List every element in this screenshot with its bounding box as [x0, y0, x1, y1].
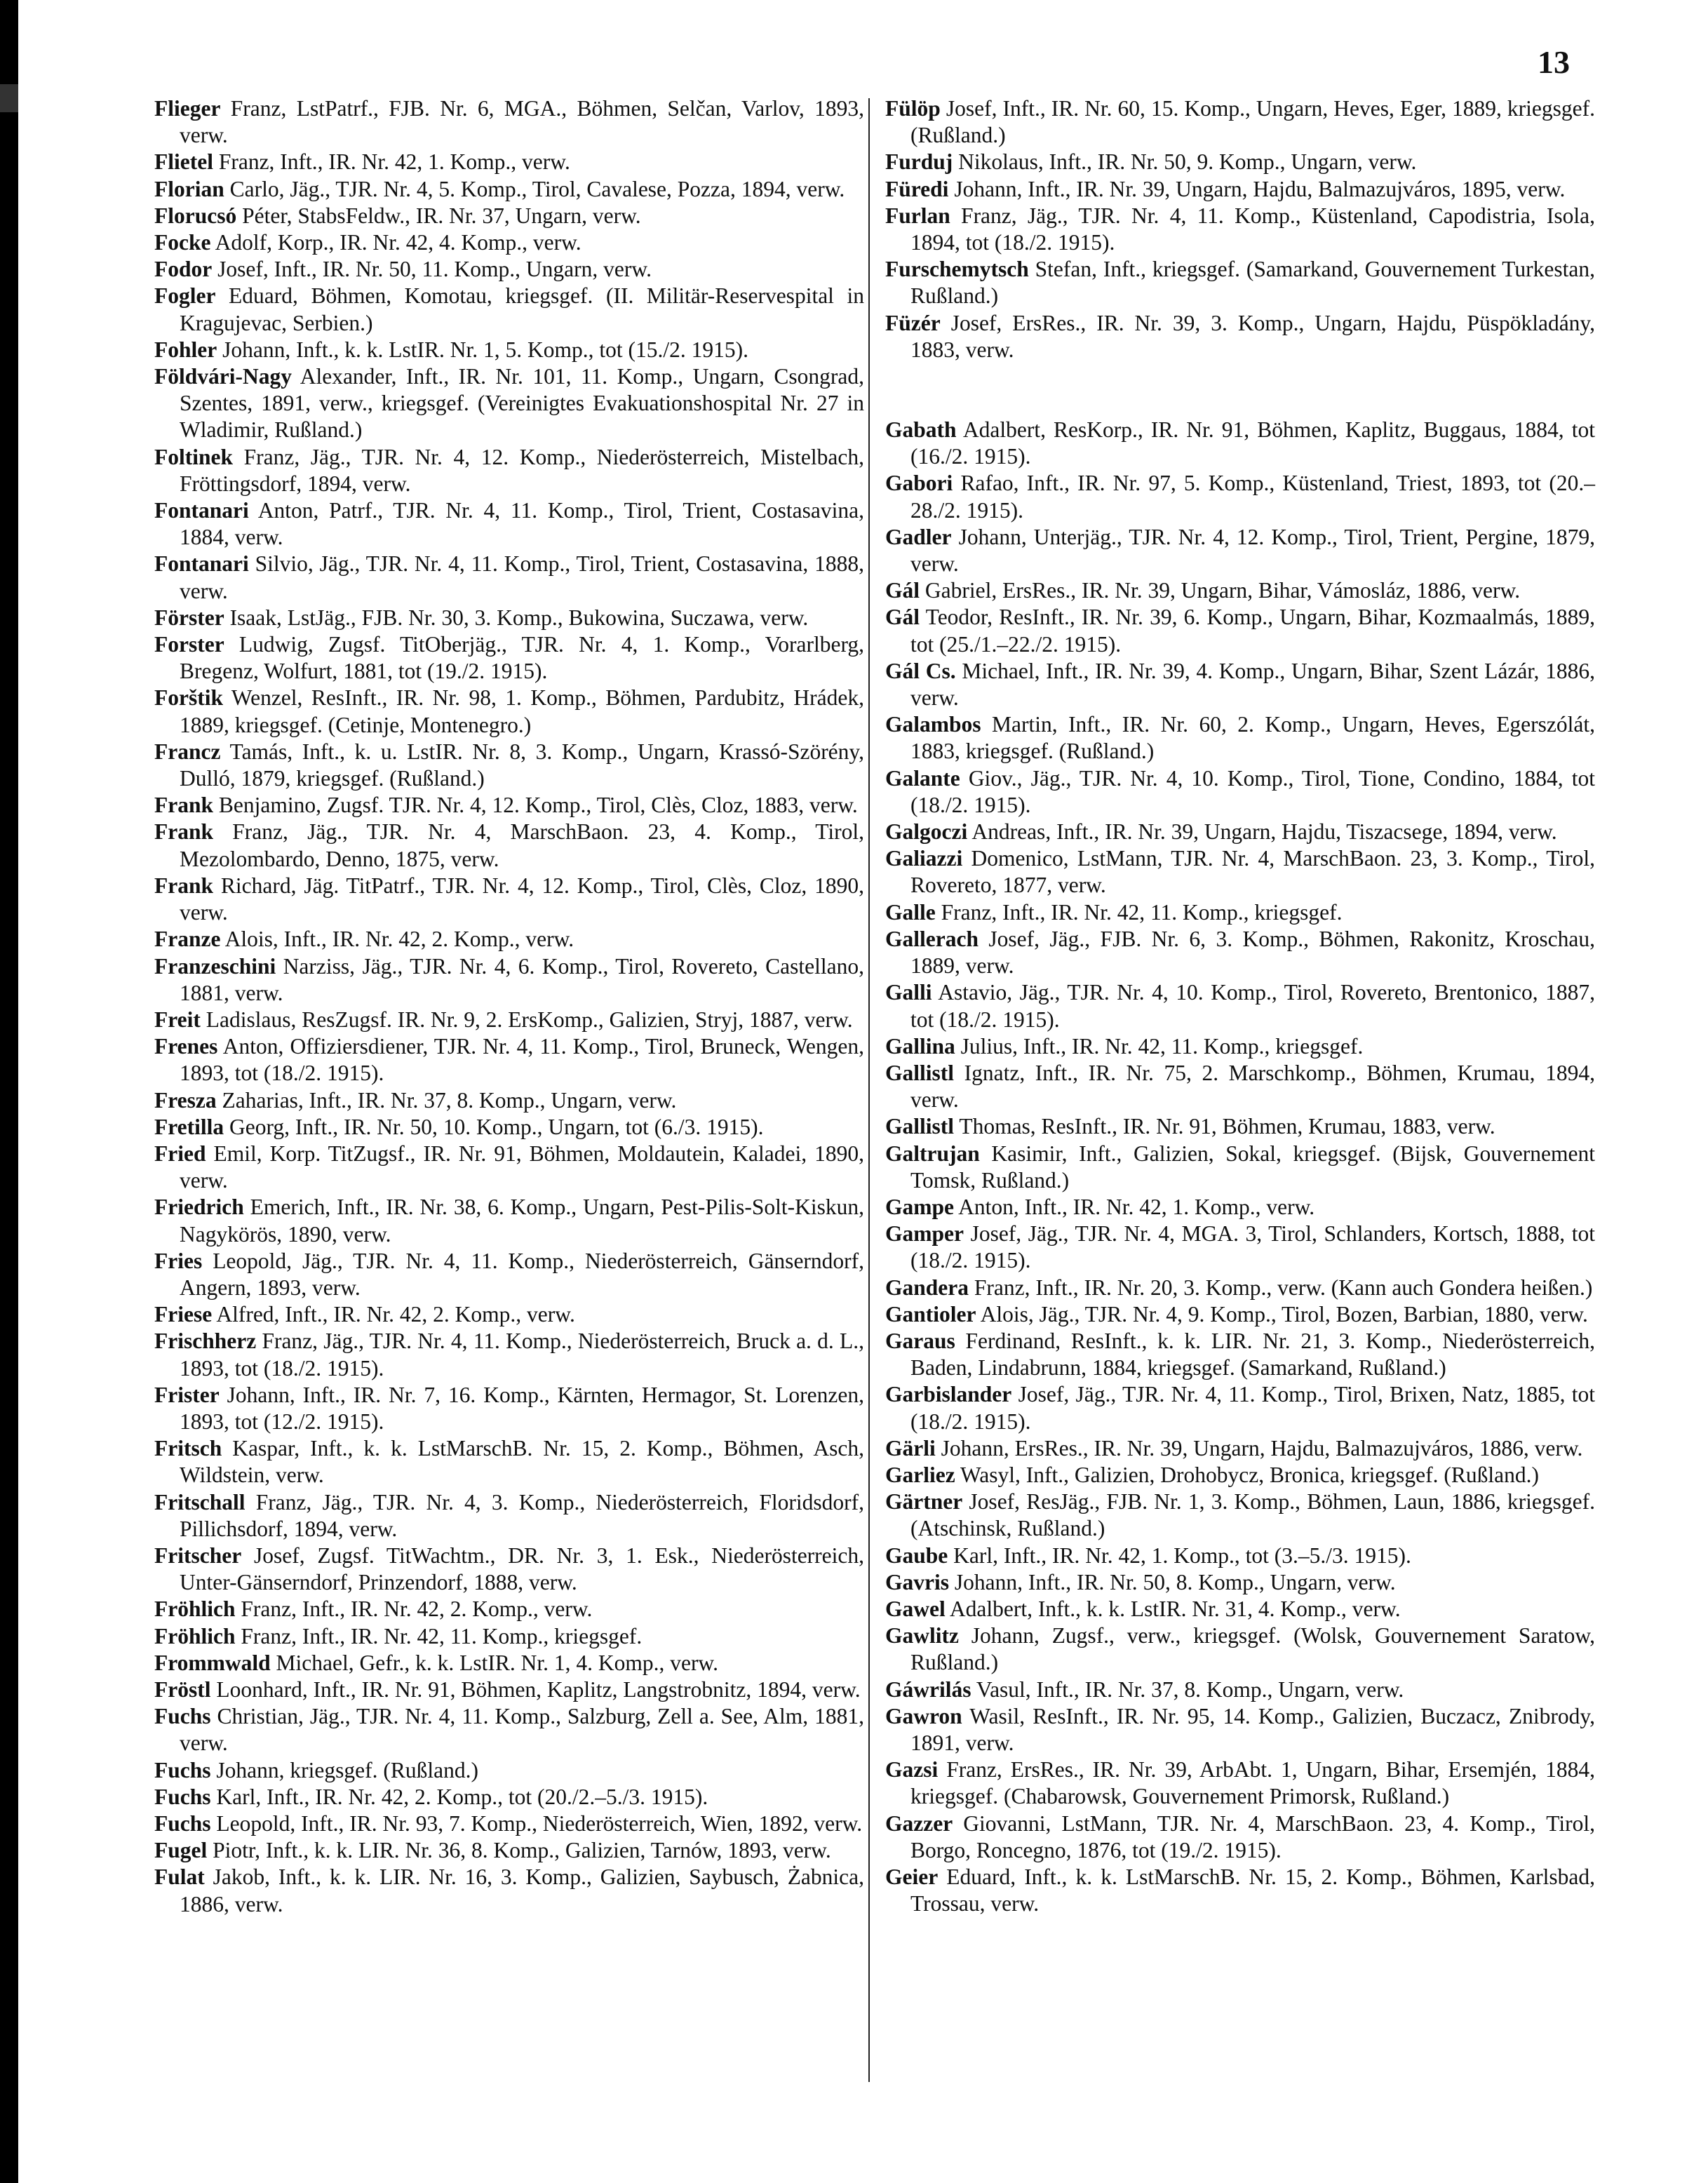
- entry-surname: Fuchs: [154, 1704, 211, 1729]
- entry-surname: Florian: [154, 176, 224, 201]
- entry-surname: Furduj: [885, 149, 953, 175]
- entry-details: Thomas, ResInft., IR. Nr. 91, Böhmen, Krumau, 1883, verw.: [959, 1114, 1495, 1139]
- entry-surname: Franze: [154, 927, 221, 952]
- casualty-entry: [154, 363, 864, 444]
- entry-surname: Gärli: [885, 1435, 936, 1460]
- page-number: 13: [1538, 44, 1570, 80]
- casualty-entry: [154, 819, 864, 872]
- entry-surname: Frank: [154, 793, 214, 818]
- entry-surname: Gallistl: [885, 1060, 955, 1085]
- entry-details: Franz, Jäg., TJR. Nr. 4, 11. Komp., Küstenland, Capodistria, Isola, 1894, tot (18./2. 1915).: [910, 203, 1595, 255]
- entry-details: Jakob, Inft., k. k. LIR. Nr. 16, 3. Komp., Galizien, Saybusch, Żabnica, 1886, verw.: [180, 1865, 865, 1916]
- entry-surname: Gamper: [885, 1221, 964, 1247]
- entry-surname: Fulat: [154, 1865, 205, 1890]
- casualty-entry: [154, 1141, 864, 1194]
- entry-surname: Fritsch: [154, 1436, 222, 1461]
- scan-edge-notch: [0, 84, 18, 112]
- casualty-entry: [154, 551, 864, 604]
- entry-details: Leopold, Inft., IR. Nr. 93, 7. Komp., Niederösterreich, Wien, 1892, verw.: [216, 1811, 863, 1836]
- casualty-entry: [885, 1569, 1595, 1596]
- casualty-entry: [885, 1435, 1595, 1462]
- casualty-entry: [885, 577, 1595, 604]
- entry-surname: Gawel: [885, 1596, 946, 1621]
- casualty-entry: [154, 1033, 864, 1087]
- casualty-entry: [885, 1141, 1595, 1194]
- entry-surname: Fogler: [154, 283, 216, 309]
- entry-surname: Frank: [154, 819, 214, 845]
- casualty-entry: [885, 658, 1595, 711]
- entry-surname: Florucsó: [154, 203, 237, 228]
- casualty-entry: [885, 149, 1595, 175]
- entry-surname: Galambos: [885, 712, 981, 737]
- entry-details: Astavio, Jäg., TJR. Nr. 4, 10. Komp., Tirol, Rovereto, Brentonico, 1887, tot (18./2. 1915).: [910, 980, 1595, 1032]
- casualty-entry: [885, 1381, 1595, 1435]
- entry-details: Alois, Jäg., TJR. Nr. 4, 9. Komp., Tirol, Bozen, Barbian, 1880, verw.: [980, 1301, 1588, 1326]
- entry-details: Michael, Inft., IR. Nr. 39, 4. Komp., Ungarn, Bihar, Szent Lázár, 1886, verw.: [910, 658, 1596, 711]
- left-column: [154, 95, 864, 1918]
- entry-surname: Földvári-Nagy: [154, 364, 292, 389]
- entry-surname: Fugel: [154, 1838, 208, 1863]
- entry-details: Alois, Inft., IR. Nr. 42, 2. Komp., verw.: [224, 927, 574, 952]
- entry-surname: Fritscher: [154, 1543, 242, 1568]
- casualty-entry: [885, 926, 1595, 979]
- entry-surname: Gabori: [885, 471, 953, 496]
- entry-surname: Gáwrilás: [885, 1677, 971, 1702]
- casualty-entry: [885, 604, 1595, 657]
- entry-details: Franz, Inft., IR. Nr. 42, 1. Komp., verw.: [218, 149, 570, 175]
- entry-surname: Gavris: [885, 1569, 949, 1594]
- casualty-entry: [885, 1462, 1595, 1489]
- entry-surname: Gärtner: [885, 1489, 963, 1514]
- entry-details: Michael, Gefr., k. k. LstIR. Nr. 1, 4. Komp., verw.: [276, 1650, 719, 1675]
- entry-details: Franz, Inft., IR. Nr. 20, 3. Komp., verw. (Kann auch Gondera heißen.): [974, 1275, 1593, 1300]
- entry-surname: Gadler: [885, 524, 952, 549]
- entry-details: Franz, ErsRes., IR. Nr. 39, ArbAbt. 1, Ungarn, Bihar, Ersemjén, 1884, kriegsgef. (Chabarowsk, Gouvernement Primorsk, Rußland.): [910, 1757, 1596, 1809]
- casualty-entry: [154, 792, 864, 819]
- entry-details: Nikolaus, Inft., IR. Nr. 50, 9. Komp., Ungarn, verw.: [958, 149, 1417, 175]
- entry-details: Franz, LstPatrf., FJB. Nr. 6, MGA., Böhmen, Selčan, Varlov, 1893, verw.: [180, 96, 864, 148]
- casualty-entry: [885, 1489, 1595, 1542]
- entry-surname: Garaus: [885, 1328, 955, 1353]
- casualty-entry: [154, 1489, 864, 1543]
- entry-surname: Garbislander: [885, 1382, 1012, 1407]
- entry-details: Franz, Jäg., TJR. Nr. 4, 11. Komp., Niederösterreich, Bruck a. d. L., 1893, tot (18./2. 1915).: [180, 1329, 865, 1381]
- entry-surname: Gallerach: [885, 926, 979, 951]
- entry-surname: Fuchs: [154, 1811, 211, 1836]
- casualty-entry: [154, 1864, 864, 1917]
- casualty-entry: [154, 176, 864, 203]
- entry-details: Richard, Jäg. TitPatrf., TJR. Nr. 4, 12. Komp., Tirol, Clès, Cloz, 1890, verw.: [180, 873, 864, 925]
- casualty-entry: [154, 1007, 864, 1033]
- entry-details: Julius, Inft., IR. Nr. 42, 11. Komp., kriegsgef.: [960, 1033, 1364, 1059]
- entry-details: Johann, Inft., IR. Nr. 50, 8. Komp., Ungarn, verw.: [954, 1569, 1396, 1594]
- entry-surname: Gampe: [885, 1194, 954, 1219]
- section-gap: [885, 363, 1595, 417]
- entry-details: Carlo, Jäg., TJR. Nr. 4, 5. Komp., Tirol, Cavalese, Pozza, 1894, verw.: [229, 176, 845, 201]
- entry-details: Josef, Jäg., TJR. Nr. 4, MGA. 3, Tirol, Schlanders, Kortsch, 1888, tot (18./2. 1915).: [910, 1221, 1595, 1273]
- entry-details: Anton, Inft., IR. Nr. 42, 1. Komp., verw.: [958, 1194, 1315, 1219]
- casualty-entry: [154, 953, 864, 1007]
- right-column: [885, 95, 1595, 1917]
- entry-details: Josef, Inft., IR. Nr. 60, 15. Komp., Ungarn, Heves, Eger, 1889, kriegsgef. (Rußland.): [910, 96, 1596, 148]
- casualty-entry: [885, 1194, 1595, 1221]
- entry-details: Ludwig, Zugsf. TitOberjäg., TJR. Nr. 4, 1. Komp., Vorarlberg, Bregenz, Wolfurt, 1881, tot (19./2. 1915).: [180, 632, 865, 684]
- entry-details: Franz, Inft., IR. Nr. 42, 2. Komp., verw.: [241, 1597, 593, 1622]
- entry-details: Johann, Inft., IR. Nr. 7, 16. Komp., Kärnten, Hermagor, St. Lorenzen, 1893, tot (12./2. 1915).: [180, 1382, 864, 1434]
- casualty-entry: [154, 1677, 864, 1703]
- entry-details: Andreas, Inft., IR. Nr. 39, Ungarn, Hajdu, Tiszacsege, 1894, verw.: [971, 819, 1557, 845]
- entry-details: Josef, Jäg., FJB. Nr. 6, 3. Komp., Böhmen, Rakonitz, Kroschau, 1889, verw.: [910, 926, 1596, 979]
- entry-details: Adalbert, Inft., k. k. LstIR. Nr. 31, 4. Komp., verw.: [949, 1596, 1401, 1621]
- entry-details: Ferdinand, ResInft., k. k. LIR. Nr. 21, 3. Komp., Niederösterreich, Baden, Lindabrunn, 1884, kriegsgef. (Samarkand, Rußland.): [910, 1328, 1595, 1381]
- casualty-entry: [154, 1811, 864, 1837]
- entry-surname: Friese: [154, 1302, 213, 1327]
- entry-details: Kasimir, Inft., Galizien, Sokal, kriegsgef. (Bijsk, Gouvernement Tomsk, Rußland.): [910, 1141, 1595, 1193]
- entry-details: Emil, Korp. TitZugsf., IR. Nr. 91, Böhmen, Moldautein, Kaladei, 1890, verw.: [180, 1141, 864, 1193]
- entry-surname: Gál: [885, 578, 920, 603]
- casualty-entry: [154, 444, 864, 497]
- entry-details: Josef, Inft., IR. Nr. 50, 11. Komp., Ungarn, verw.: [217, 257, 652, 282]
- entry-details: Benjamino, Zugsf. TJR. Nr. 4, 12. Komp., Tirol, Clès, Cloz, 1883, verw.: [218, 793, 858, 818]
- casualty-entry: [885, 1623, 1595, 1676]
- entry-surname: Fried: [154, 1141, 206, 1166]
- casualty-entry: [154, 95, 864, 149]
- entry-surname: Gál Cs.: [885, 658, 956, 683]
- entry-surname: Foltinek: [154, 444, 234, 469]
- entry-details: Péter, StabsFeldw., IR. Nr. 37, Ungarn, verw.: [242, 203, 641, 228]
- entry-surname: Fritschall: [154, 1489, 246, 1514]
- entry-details: Martin, Inft., IR. Nr. 60, 2. Komp., Ungarn, Heves, Egerszólát, 1883, kriegsgef. (Rußland.): [910, 712, 1596, 764]
- entry-surname: Garliez: [885, 1462, 955, 1487]
- casualty-entry: [885, 176, 1595, 203]
- entry-details: Johann, kriegsgef. (Rußland.): [216, 1757, 478, 1782]
- entry-surname: Freit: [154, 1007, 201, 1032]
- casualty-entry: [154, 229, 864, 256]
- entry-surname: Gazsi: [885, 1757, 939, 1782]
- entry-surname: Gawlitz: [885, 1623, 959, 1648]
- casualty-entry: [885, 819, 1595, 845]
- entry-surname: Galle: [885, 899, 936, 925]
- casualty-entry: [154, 1194, 864, 1247]
- entry-surname: Galtrujan: [885, 1141, 980, 1166]
- entry-surname: Furschemytsch: [885, 257, 1029, 282]
- casualty-entry: [885, 1596, 1595, 1623]
- casualty-entry: [154, 1382, 864, 1435]
- casualty-entry: [885, 1677, 1595, 1703]
- entry-details: Johann, Inft., IR. Nr. 39, Ungarn, Hajdu, Balmazujváros, 1895, verw.: [954, 176, 1566, 201]
- entry-surname: Fresza: [154, 1087, 217, 1113]
- entry-details: Kaspar, Inft., k. k. LstMarschB. Nr. 15, 2. Komp., Böhmen, Asch, Wildstein, verw.: [180, 1436, 864, 1488]
- entry-surname: Franzeschini: [154, 953, 276, 979]
- entry-details: Giov., Jäg., TJR. Nr. 4, 10. Komp., Tirol, Tione, Condino, 1884, tot (18./2. 1915).: [910, 765, 1595, 817]
- entry-details: Stefan, Inft., kriegsgef. (Samarkand, Gouvernement Turkestan, Rußland.): [910, 257, 1596, 309]
- entry-details: Ladislaus, ResZugsf. IR. Nr. 9, 2. ErsKomp., Galizien, Stryj, 1887, verw.: [206, 1007, 853, 1032]
- entry-surname: Fohler: [154, 337, 217, 362]
- entry-surname: Gál: [885, 605, 920, 630]
- casualty-entry: [885, 417, 1595, 470]
- entry-surname: Gallistl: [885, 1114, 955, 1139]
- casualty-entry: [154, 1114, 864, 1141]
- entry-details: Leopold, Jäg., TJR. Nr. 4, 11. Komp., Niederösterreich, Gänserndorf, Angern, 1893, verw.: [180, 1248, 865, 1300]
- entry-details: Emerich, Inft., IR. Nr. 38, 6. Komp., Ungarn, Pest-Pilis-Solt-Kiskun, Nagykörös, 1890, verw.: [180, 1195, 864, 1247]
- entry-surname: Fontanari: [154, 551, 249, 577]
- casualty-entry: [885, 95, 1595, 149]
- entry-surname: Gabath: [885, 417, 957, 443]
- entry-details: Giovanni, LstMann, TJR. Nr. 4, MarschBaon. 23, 4. Komp., Tirol, Borgo, Roncegno, 1876, tot (19./2. 1915).: [910, 1811, 1595, 1862]
- casualty-entry: [885, 979, 1595, 1033]
- entry-surname: Forster: [154, 632, 224, 657]
- entry-surname: Förster: [154, 605, 224, 630]
- casualty-entry: [885, 256, 1595, 309]
- casualty-entry: [885, 1301, 1595, 1328]
- entry-surname: Galiazzi: [885, 846, 963, 871]
- casualty-entry: [885, 310, 1595, 363]
- entry-surname: Fuchs: [154, 1757, 211, 1782]
- entry-surname: Flieger: [154, 96, 221, 121]
- entry-details: Adolf, Korp., IR. Nr. 42, 4. Komp., verw.: [215, 230, 581, 255]
- entry-surname: Fretilla: [154, 1114, 224, 1139]
- entry-surname: Frommwald: [154, 1650, 271, 1675]
- entry-details: Franz, Inft., IR. Nr. 42, 11. Komp., kriegsgef.: [241, 1623, 643, 1648]
- entry-details: Wasil, ResInft., IR. Nr. 95, 14. Komp., Galizien, Buczacz, Znibrody, 1891, verw.: [910, 1703, 1596, 1755]
- entry-surname: Fröhlich: [154, 1623, 236, 1648]
- entry-details: Wenzel, ResInft., IR. Nr. 98, 1. Komp., Böhmen, Pardubitz, Hrádek, 1889, kriegsgef. (Cetinje, Montenegro.): [180, 685, 864, 737]
- entry-surname: Frister: [154, 1382, 220, 1407]
- entry-surname: Francz: [154, 739, 221, 764]
- entry-surname: Forštik: [154, 685, 223, 711]
- entry-surname: Focke: [154, 230, 211, 255]
- entry-details: Franz, Jäg., TJR. Nr. 4, MarschBaon. 23, 4. Komp., Tirol, Mezolombardo, Denno, 1875, verw.: [180, 819, 865, 871]
- casualty-entry: [885, 524, 1595, 577]
- entry-surname: Fröstl: [154, 1677, 211, 1702]
- casualty-entry: [885, 711, 1595, 765]
- entry-details: Gabriel, ErsRes., IR. Nr. 39, Ungarn, Bihar, Vámosláz, 1886, verw.: [924, 578, 1521, 603]
- entry-details: Josef, ResJäg., FJB. Nr. 1, 3. Komp., Böhmen, Laun, 1886, kriegsgef. (Atschinsk, Rußland.): [910, 1489, 1595, 1541]
- entry-surname: Frischherz: [154, 1329, 257, 1354]
- casualty-entry: [885, 203, 1595, 256]
- scan-edge: [0, 0, 18, 2183]
- casualty-entry: [885, 1060, 1595, 1113]
- right-column-f-section: [885, 95, 1595, 363]
- casualty-entry: [154, 497, 864, 551]
- right-column-g-section: [885, 417, 1595, 1917]
- casualty-entry: [885, 1328, 1595, 1381]
- casualty-entry: [154, 1543, 864, 1596]
- casualty-entry: [885, 470, 1595, 523]
- entry-surname: Fuchs: [154, 1784, 211, 1809]
- entry-details: Christian, Jäg., TJR. Nr. 4, 11. Komp., Salzburg, Zell a. See, Alm, 1881, verw.: [180, 1704, 864, 1756]
- casualty-entry: [885, 845, 1595, 899]
- entry-details: Johann, Zugsf., verw., kriegsgef. (Wolsk, Gouvernement Saratow, Rußland.): [910, 1623, 1595, 1675]
- entry-surname: Fodor: [154, 257, 213, 282]
- entry-details: Piotr, Inft., k. k. LIR. Nr. 36, 8. Komp., Galizien, Tarnów, 1893, verw.: [213, 1838, 831, 1863]
- entry-surname: Gawron: [885, 1703, 962, 1728]
- casualty-entry: [885, 1275, 1595, 1301]
- entry-details: Silvio, Jäg., TJR. Nr. 4, 11. Komp., Tirol, Trient, Costasavina, 1888, verw.: [180, 551, 865, 603]
- entry-details: Wasyl, Inft., Galizien, Drohobycz, Bronica, kriegsgef. (Rußland.): [960, 1462, 1539, 1487]
- entry-details: Franz, Inft., IR. Nr. 42, 11. Komp., kriegsgef.: [941, 899, 1343, 925]
- casualty-entry: [885, 1543, 1595, 1569]
- entry-surname: Fries: [154, 1248, 203, 1273]
- entry-surname: Gandera: [885, 1275, 969, 1300]
- casualty-entry: [154, 149, 864, 175]
- entry-surname: Fröhlich: [154, 1597, 236, 1622]
- entry-details: Johann, ErsRes., IR. Nr. 39, Ungarn, Hajdu, Balmazujváros, 1886, verw.: [941, 1435, 1583, 1460]
- entry-surname: Friedrich: [154, 1195, 244, 1220]
- entry-details: Eduard, Inft., k. k. LstMarschB. Nr. 15, 2. Komp., Böhmen, Karlsbad, Trossau, verw.: [910, 1865, 1595, 1916]
- entry-details: Alexander, Inft., IR. Nr. 101, 11. Komp., Ungarn, Csongrad, Szentes, 1891, verw., kriegsgef. (Vereinigtes Evakuationshospital Nr. 27 in Wladimir, Rußland.): [180, 364, 864, 443]
- casualty-entry: [154, 203, 864, 229]
- casualty-entry: [154, 1435, 864, 1489]
- entry-surname: Fülöp: [885, 96, 941, 121]
- entry-surname: Galante: [885, 765, 960, 791]
- entry-surname: Frank: [154, 873, 214, 898]
- casualty-entry: [154, 685, 864, 738]
- entry-details: Eduard, Böhmen, Komotau, kriegsgef. (II. Militär-Reservespital in Kragujevac, Serbien.): [180, 283, 865, 335]
- entry-surname: Frenes: [154, 1034, 218, 1059]
- casualty-entry: [154, 1248, 864, 1301]
- entry-details: Adalbert, ResKorp., IR. Nr. 91, Böhmen, Kaplitz, Buggaus, 1884, tot (16./2. 1915).: [910, 417, 1595, 469]
- entry-details: Isaak, LstJäg., FJB. Nr. 30, 3. Komp., Bukowina, Suczawa, verw.: [229, 605, 809, 630]
- entry-surname: Fontanari: [154, 498, 249, 523]
- casualty-entry: [885, 1811, 1595, 1864]
- casualty-entry: [154, 1087, 864, 1114]
- entry-surname: Galli: [885, 980, 932, 1005]
- casualty-entry: [154, 739, 864, 792]
- entry-details: Narziss, Jäg., TJR. Nr. 4, 6. Komp., Tirol, Rovereto, Castellano, 1881, verw.: [180, 953, 865, 1005]
- entry-details: Loonhard, Inft., IR. Nr. 91, Böhmen, Kaplitz, Langstrobnitz, 1894, verw.: [216, 1677, 861, 1702]
- casualty-entry: [154, 1623, 864, 1650]
- casualty-entry: [885, 1033, 1595, 1060]
- entry-details: Zaharias, Inft., IR. Nr. 37, 8. Komp., Ungarn, verw.: [222, 1087, 677, 1113]
- entry-details: Josef, ErsRes., IR. Nr. 39, 3. Komp., Ungarn, Hajdu, Püspökladány, 1883, verw.: [910, 310, 1596, 362]
- entry-surname: Gazzer: [885, 1811, 953, 1836]
- column-divider: [868, 98, 870, 2082]
- entry-details: Alfred, Inft., IR. Nr. 42, 2. Komp., verw.: [216, 1302, 575, 1327]
- casualty-entry: [885, 765, 1595, 819]
- casualty-entry: [154, 605, 864, 631]
- casualty-entry: [885, 1864, 1595, 1917]
- entry-surname: Füzér: [885, 310, 941, 335]
- entry-details: Rafao, Inft., IR. Nr. 97, 5. Komp., Küstenland, Triest, 1893, tot (20.–28./2. 1915).: [910, 471, 1595, 523]
- casualty-entry: [885, 1757, 1595, 1810]
- entry-surname: Gantioler: [885, 1301, 976, 1326]
- casualty-entry: [154, 1596, 864, 1623]
- casualty-entry: [154, 1301, 864, 1328]
- entry-surname: Galgoczi: [885, 819, 968, 845]
- entry-surname: Gaube: [885, 1543, 948, 1568]
- entry-details: Anton, Patrf., TJR. Nr. 4, 11. Komp., Tirol, Trient, Costasavina, 1884, verw.: [180, 498, 865, 550]
- entry-details: Johann, Inft., k. k. LstIR. Nr. 1, 5. Komp., tot (15./2. 1915).: [222, 337, 748, 362]
- casualty-entry: [154, 631, 864, 685]
- casualty-entry: [885, 1703, 1595, 1757]
- entry-surname: Flietel: [154, 149, 213, 175]
- entry-details: Georg, Inft., IR. Nr. 50, 10. Komp., Ungarn, tot (6./3. 1915).: [229, 1114, 764, 1139]
- entry-details: Tamás, Inft., k. u. LstIR. Nr. 8, 3. Komp., Ungarn, Krassó-Szörény, Dulló, 1879, kriegsgef. (Rußland.): [180, 739, 864, 791]
- entry-details: Teodor, ResInft., IR. Nr. 39, 6. Komp., Ungarn, Bihar, Kozmaalmás, 1889, tot (25./1.–22./2. 1915).: [910, 605, 1595, 657]
- entry-details: Franz, Jäg., TJR. Nr. 4, 3. Komp., Niederösterreich, Floridsdorf, Pillichsdorf, 1894, verw.: [180, 1489, 865, 1541]
- casualty-entry: [154, 1650, 864, 1677]
- casualty-entry: [154, 926, 864, 953]
- casualty-entry: [154, 873, 864, 926]
- casualty-entry: [885, 1113, 1595, 1140]
- entry-surname: Geier: [885, 1865, 939, 1889]
- entry-details: Josef, Jäg., TJR. Nr. 4, 11. Komp., Tirol, Brixen, Natz, 1885, tot (18./2. 1915).: [910, 1382, 1596, 1434]
- entry-details: Anton, Offiziersdiener, TJR. Nr. 4, 11. Komp., Tirol, Bruneck, Wengen, 1893, tot (18./2. 1915).: [180, 1034, 865, 1086]
- casualty-entry: [885, 1221, 1595, 1274]
- casualty-entry: [154, 283, 864, 336]
- entry-details: Johann, Unterjäg., TJR. Nr. 4, 12. Komp., Tirol, Trient, Pergine, 1879, verw.: [910, 524, 1595, 577]
- casualty-entry: [154, 337, 864, 363]
- casualty-entry: [154, 1757, 864, 1784]
- entry-details: Karl, Inft., IR. Nr. 42, 1. Komp., tot (3.–5./3. 1915).: [953, 1543, 1411, 1568]
- casualty-entry: [154, 1703, 864, 1757]
- entry-details: Karl, Inft., IR. Nr. 42, 2. Komp., tot (20./2.–5./3. 1915).: [216, 1784, 708, 1809]
- entry-details: Franz, Jäg., TJR. Nr. 4, 12. Komp., Niederösterreich, Mistelbach, Fröttingsdorf, 1894, verw.: [180, 444, 864, 496]
- casualty-entry: [154, 256, 864, 283]
- entry-details: Josef, Zugsf. TitWachtm., DR. Nr. 3, 1. Esk., Niederösterreich, Unter-Gänserndorf, Prinzendorf, 1888, verw.: [180, 1543, 865, 1595]
- casualty-entry: [154, 1784, 864, 1811]
- casualty-entry: [154, 1837, 864, 1864]
- entry-surname: Füredi: [885, 176, 949, 201]
- entry-surname: Gallina: [885, 1033, 955, 1059]
- entry-surname: Furlan: [885, 203, 950, 228]
- entry-details: Domenico, LstMann, TJR. Nr. 4, MarschBaon. 23, 3. Komp., Tirol, Rovereto, 1877, verw.: [910, 846, 1596, 898]
- casualty-entry: [154, 1328, 864, 1381]
- entry-details: Ignatz, Inft., IR. Nr. 75, 2. Marschkomp., Böhmen, Krumau, 1894, verw.: [910, 1060, 1596, 1113]
- casualty-entry: [885, 899, 1595, 926]
- entry-details: Vasul, Inft., IR. Nr. 37, 8. Komp., Ungarn, verw.: [976, 1677, 1404, 1702]
